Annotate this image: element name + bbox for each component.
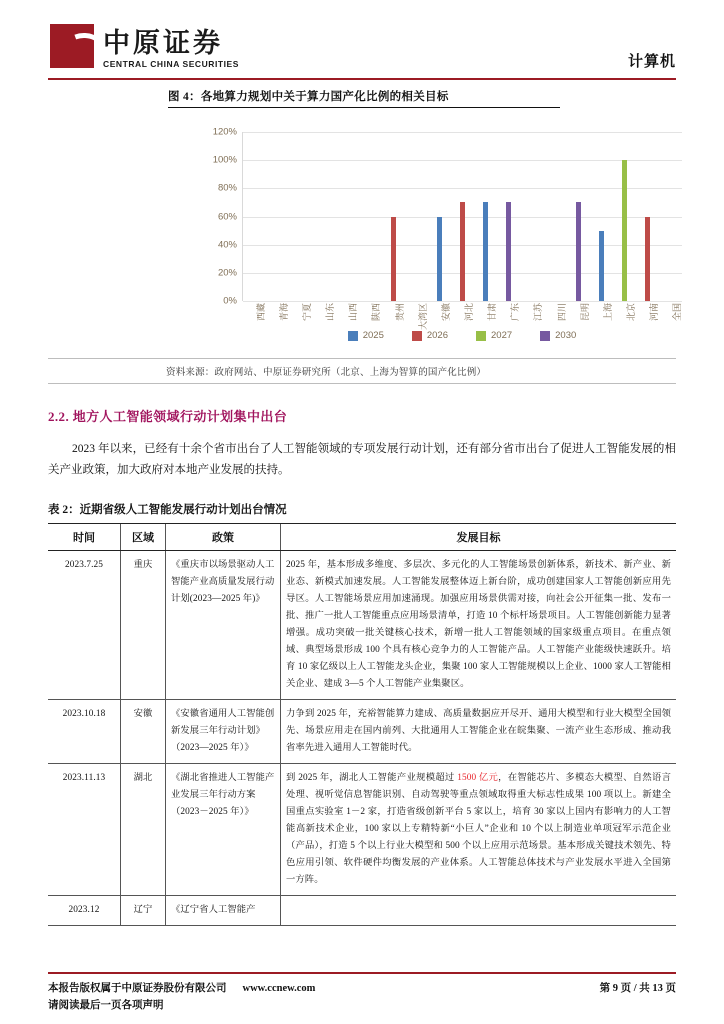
header-sector-label: 计算机 <box>627 54 676 70</box>
table-row <box>48 700 676 764</box>
table-cell-time: 2023.11.13 <box>48 764 121 896</box>
chart-x-tick-label: 陕西 <box>371 303 382 322</box>
table-cell-goal <box>281 896 677 926</box>
chart-x-tick-label: 江苏 <box>533 303 544 322</box>
chart-x-tick-label: 河南 <box>649 303 660 322</box>
chart-bar-group <box>405 132 428 301</box>
chart-x-tick-label: 宁夏 <box>301 303 312 322</box>
chart-x-tick-label: 青海 <box>278 303 289 322</box>
page-footer <box>0 972 724 1024</box>
header-divider <box>48 78 676 80</box>
chart-x-tick-label: 甘肃 <box>487 303 498 322</box>
chart-bar-group <box>659 132 682 301</box>
logo-mark-icon <box>50 24 94 68</box>
chart-y-tick-label: 100% <box>212 154 237 166</box>
section-heading: 2.2. 地方人工智能领域行动计划集中出台 <box>48 409 288 424</box>
table-header-goal: 发展目标 <box>281 524 677 551</box>
chart-bar-group <box>335 132 358 301</box>
table-cell-policy: 《湖北省推进人工智能产业发展三年行动方案（2023－2025 年）》 <box>166 764 281 896</box>
chart-legend <box>242 330 682 341</box>
footer-divider <box>48 972 676 974</box>
chart-y-tick-label: 80% <box>217 182 237 194</box>
logo-english-name: CENTRAL CHINA SECURITIES <box>103 58 239 69</box>
table-header-policy: 政策 <box>166 524 281 551</box>
table-cell-goal-highlight: 1500 亿元 <box>457 773 499 783</box>
table-caption: 表 2：近期省级人工智能发展行动计划出台情况 <box>48 504 287 516</box>
table-row <box>48 896 676 926</box>
footer-page-number: 第 9 页 / 共 13 页 <box>599 983 676 994</box>
section-paragraph: 2023 年以来，已经有十余个省市出台了人工智能领域的专项发展行动计划，还有部分省市出台了促进人工智能发展的相关产业政策，加大政府对本地产业发展的扶持。 <box>48 443 676 476</box>
chart-legend-swatch <box>540 331 550 341</box>
chart-legend-label: 2027 <box>491 330 513 341</box>
company-logo <box>50 24 239 68</box>
footer-notice: 请阅读最后一页各项声明 <box>48 1000 164 1011</box>
chart-x-tick-label: 河北 <box>463 303 474 322</box>
chart-y-tick-label: 60% <box>217 211 237 222</box>
chart-bar-group <box>474 132 497 301</box>
chart-bar-group <box>543 132 566 301</box>
chart-x-tick-label: 安徽 <box>440 303 451 322</box>
table-cell-goal: 到 2025 年，湖北人工智能产业规模超过 1500 亿元，在智能芯片、多模态大模型、自然语言处理、视听觉信息智能识别、自动驾驶等重点领域取得重大标志性成果 100 项以上。新建全国重点实验室 1－2 家，打造省级创新平台 5 家以上，培育 30 家以上国内有影响力的人工智能高新技术企业，100 家以上专精特新“小巨人”企业和 10 个以上制造业单项冠军示范企业（产品），打造 5 个以上行业大模型和 500 个以上应用示范场景。基本形成关键技术领先、特色应用引领、软件硬件均衡发展的产业体系。人工智能总体技术与产业发展水平进入全国第一方阵。 <box>281 764 677 896</box>
figure-caption-rule <box>168 107 560 108</box>
chart-x-tick-label: 全国 <box>672 303 683 322</box>
footer-disclaimer <box>48 980 315 1014</box>
table-cell-time: 2023.10.18 <box>48 700 121 764</box>
chart-bar-group <box>520 132 543 301</box>
chart-bar <box>622 160 627 301</box>
table-cell-region: 安徽 <box>121 700 166 764</box>
chart-bar-group <box>266 132 289 301</box>
table-row <box>48 764 676 896</box>
table-cell-policy: 《安徽省通用人工智能创新发展三年行动计划》（2023—2025 年）》 <box>166 700 281 764</box>
figure-source-note: 资料来源：政府网站、中原证券研究所（北京、上海为智算的国产化比例） <box>48 358 676 384</box>
figure-caption-text: 图 4：各地算力规划中关于算力国产化比例的相关目标 <box>168 91 449 103</box>
footer-url[interactable]: www.ccnew.com <box>242 983 316 994</box>
table-cell-goal: 力争到 2025 年，充裕智能算力建成、高质量数据应开尽开、通用大模型和行业大模型全国领先、场景应用走在国内前列、大批通用人工智能企业在皖集聚、一流产业生态形成、推动我省率先进入通用人工智能时代。 <box>281 700 677 764</box>
chart-y-tick-label: 0% <box>223 295 237 307</box>
chart-bar <box>645 217 650 302</box>
chart-bar-group <box>312 132 335 301</box>
chart-legend-item <box>348 330 384 341</box>
chart-bar <box>599 231 604 301</box>
chart-legend-swatch <box>348 331 358 341</box>
table-cell-policy: 《辽宁省人工智能产 <box>166 896 281 926</box>
chart-bar-group <box>636 132 659 301</box>
chart-y-tick-label: 20% <box>217 267 237 279</box>
chart-bar <box>437 217 442 302</box>
table-header-region: 区域 <box>121 524 166 551</box>
chart-legend-swatch <box>412 331 422 341</box>
table-cell-region: 重庆 <box>121 551 166 700</box>
chart-legend-item <box>540 330 576 341</box>
table-cell-goal: 2025 年，基本形成多维度、多层次、多元化的人工智能场景创新体系，新技术、新产业、新业态、新模式加速发展。人工智能发展整体迈上新台阶，成功创建国家人工智能创新应用先导区。人工智能场景应用加速涌现。加强应用场景供需对接，向社会公开征集一批、发布一批、推广一批人工智能重点应用场景清单，打造 10 个标杆场景项目。人工智能创新能力显著增强。成功突破一批关键核心技术，新增一批人工智能领域的国家级重点项目。在重点领域、典型场景形成 100 个具有核心竞争力的人工智能产品。人工智能产业能级快速跃升。培育 10 家亿级以上人工智能龙头企业，集聚 100 家人工智能规模以上企业、1000 家人工智能相关企业、建成 3—5 个人工智能产业集聚区。 <box>281 551 677 700</box>
logo-chinese-name: 中原证券 <box>103 27 223 58</box>
chart-x-tick-label: 上海 <box>602 303 613 322</box>
chart-bar-group <box>243 132 266 301</box>
table-row <box>48 551 676 700</box>
table-header-row <box>48 524 676 551</box>
chart-bar-group <box>289 132 312 301</box>
bar-chart <box>196 124 682 354</box>
table-cell-time: 2023.7.25 <box>48 551 121 700</box>
policy-table <box>48 523 676 926</box>
chart-bar <box>576 202 581 301</box>
chart-x-tick-label: 贵州 <box>394 303 405 322</box>
table-cell-policy: 《重庆市以场景驱动人工智能产业高质量发展行动计划(2023—2025 年)》 <box>166 551 281 700</box>
chart-bar <box>460 202 465 301</box>
chart-legend-item <box>412 330 448 341</box>
chart-x-tick-label: 西藏 <box>255 303 266 322</box>
figure-caption <box>168 88 724 108</box>
figure-4-container <box>0 116 724 356</box>
chart-x-tick-label: 山西 <box>348 303 359 322</box>
chart-legend-item <box>476 330 512 341</box>
chart-x-tick-label: 北京 <box>626 303 637 322</box>
table-cell-region: 湖北 <box>121 764 166 896</box>
chart-y-tick-label: 40% <box>217 239 237 251</box>
chart-y-tick-label: 120% <box>212 126 237 138</box>
chart-x-tick-label: 广东 <box>510 303 521 322</box>
chart-bars <box>243 132 682 301</box>
table-cell-time: 2023.12 <box>48 896 121 926</box>
chart-legend-label: 2025 <box>362 330 384 341</box>
logo-text <box>103 27 239 69</box>
chart-x-tick-label: 山东 <box>325 303 336 322</box>
chart-bar <box>506 202 511 301</box>
chart-bar-group <box>451 132 474 301</box>
footer-copyright: 本报告版权属于中原证券股份有限公司 <box>48 983 227 994</box>
table-cell-region: 辽宁 <box>121 896 166 926</box>
page-header <box>0 0 724 78</box>
chart-legend-label: 2030 <box>555 330 577 341</box>
chart-bar-group <box>382 132 405 301</box>
chart-bar-group <box>567 132 590 301</box>
chart-plot-area <box>212 126 682 307</box>
chart-bar <box>391 217 396 302</box>
chart-bar-group <box>359 132 382 301</box>
chart-bar-group <box>613 132 636 301</box>
chart-legend-swatch <box>476 331 486 341</box>
chart-legend-label: 2026 <box>426 330 448 341</box>
chart-bar <box>483 202 488 301</box>
table-body <box>48 551 676 926</box>
chart-bar-group <box>590 132 613 301</box>
chart-x-tick-label: 四川 <box>556 303 567 322</box>
chart-x-tick-label: 大湾区 <box>417 303 428 331</box>
chart-bar-group <box>497 132 520 301</box>
chart-bar-group <box>428 132 451 301</box>
chart-x-tick-label: 昆明 <box>579 303 590 322</box>
table-header-time: 时间 <box>48 524 121 551</box>
